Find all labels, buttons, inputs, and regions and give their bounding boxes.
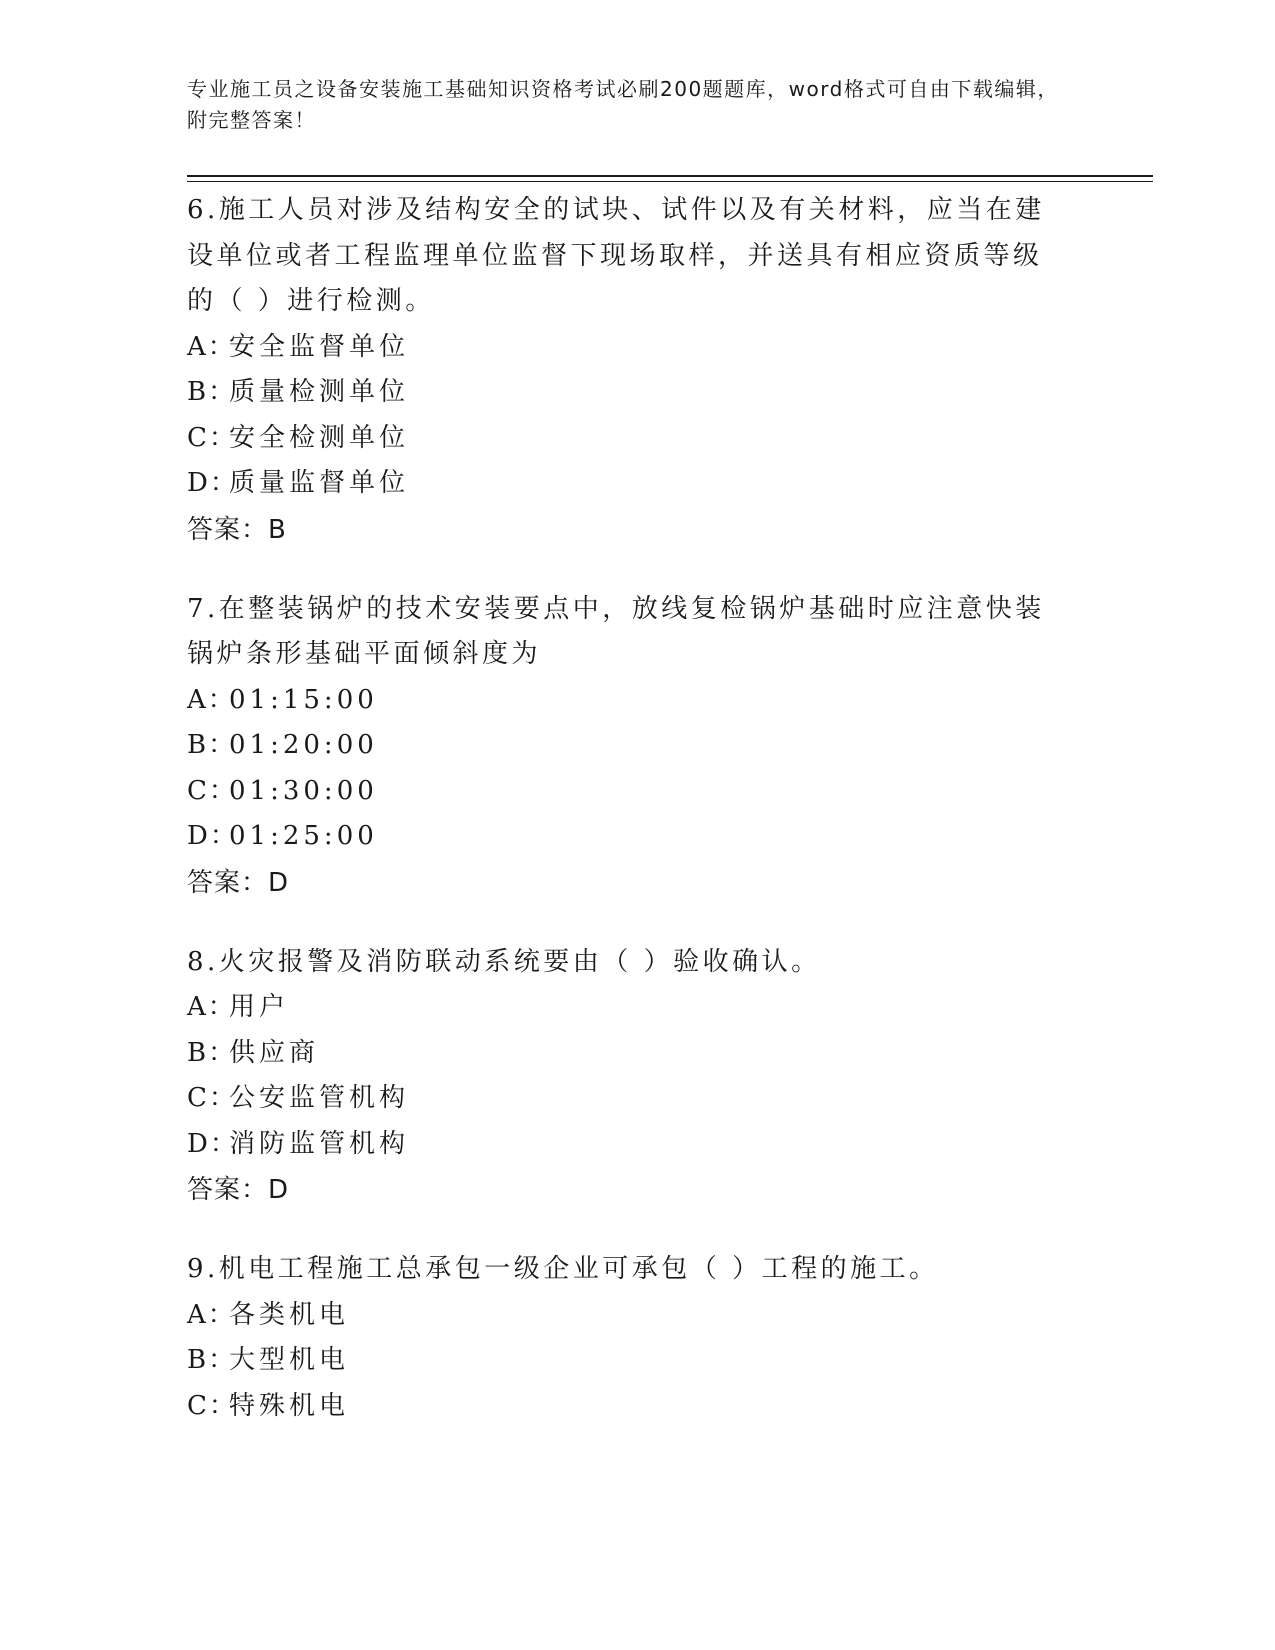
option-text: 用户 bbox=[229, 992, 290, 1022]
option-c bbox=[187, 1384, 1067, 1430]
answer-line: 答案：B bbox=[187, 514, 287, 545]
option-letter: A： bbox=[187, 331, 236, 362]
option-text: 公安监管机构 bbox=[229, 1083, 410, 1113]
question-stem: 9.机电工程施工总承包一级企业可承包（ ）工程的施工。 bbox=[187, 1254, 939, 1284]
question-stem: 7.在整装锅炉的技术安装要点中，放线复检锅炉基础时应注意快装锅炉条形基础平面倾斜度为 bbox=[187, 593, 1045, 669]
option-b bbox=[187, 1031, 1067, 1077]
option-letter: D： bbox=[187, 821, 238, 851]
option-letter: D： bbox=[187, 468, 238, 498]
option-letter: A： bbox=[187, 1299, 236, 1330]
option-a bbox=[187, 1293, 1067, 1339]
option-d bbox=[187, 814, 1067, 860]
option-a bbox=[187, 678, 1067, 724]
option-letter: C： bbox=[187, 775, 237, 806]
option-letter: B： bbox=[187, 1345, 237, 1375]
header-divider-thick bbox=[187, 175, 1153, 177]
question-8 bbox=[187, 940, 1067, 1214]
option-letter: A： bbox=[187, 992, 236, 1022]
option-text: 特殊机电 bbox=[229, 1390, 350, 1421]
option-d bbox=[187, 1122, 1067, 1168]
option-b bbox=[187, 1338, 1067, 1384]
option-letter: C： bbox=[187, 422, 237, 453]
option-b bbox=[187, 370, 1067, 416]
question-stem: 8.火灾报警及消防联动系统要由（ ）验收确认。 bbox=[187, 946, 821, 977]
question-7 bbox=[187, 587, 1067, 906]
option-c bbox=[187, 1076, 1067, 1122]
option-letter: D： bbox=[187, 1128, 238, 1159]
option-d bbox=[187, 461, 1067, 507]
option-letter: A： bbox=[187, 684, 236, 715]
option-c bbox=[187, 769, 1067, 815]
option-c bbox=[187, 416, 1067, 462]
option-letter: B： bbox=[187, 1037, 237, 1068]
option-text: 安全监督单位 bbox=[229, 331, 410, 362]
option-text: 大型机电 bbox=[229, 1345, 350, 1375]
header-divider-thin bbox=[187, 181, 1153, 182]
question-9 bbox=[187, 1247, 1067, 1429]
question-list bbox=[187, 188, 1067, 1463]
question-6 bbox=[187, 188, 1067, 553]
option-text: 质量监督单位 bbox=[229, 468, 410, 498]
option-a bbox=[187, 985, 1067, 1031]
answer-line: 答案：D bbox=[187, 1175, 290, 1205]
option-text: 01:20:00 bbox=[229, 730, 378, 760]
question-stem: 6.施工人员对涉及结构安全的试块、试件以及有关材料，应当在建设单位或者工程监理单位监督下现场取样，并送具有相应资质等级的（ ）进行检测。 bbox=[187, 195, 1045, 316]
option-letter: C： bbox=[187, 1390, 237, 1421]
option-b bbox=[187, 723, 1067, 769]
option-text: 01:15:00 bbox=[229, 684, 378, 715]
option-letter: B： bbox=[187, 730, 237, 760]
option-letter: B： bbox=[187, 377, 237, 407]
option-text: 各类机电 bbox=[229, 1299, 350, 1330]
option-text: 01:30:00 bbox=[229, 775, 378, 806]
option-letter: C： bbox=[187, 1083, 237, 1113]
option-text: 01:25:00 bbox=[229, 821, 378, 851]
option-text: 质量检测单位 bbox=[229, 377, 410, 407]
option-text: 消防监管机构 bbox=[229, 1128, 410, 1159]
option-text: 安全检测单位 bbox=[229, 422, 410, 453]
answer-line: 答案：D bbox=[187, 867, 290, 898]
option-text: 供应商 bbox=[229, 1037, 320, 1068]
option-a bbox=[187, 325, 1067, 371]
document-header: 专业施工员之设备安装施工基础知识资格考试必刷200题题库，word格式可自由下载编辑，附完整答案！ bbox=[187, 77, 1059, 132]
